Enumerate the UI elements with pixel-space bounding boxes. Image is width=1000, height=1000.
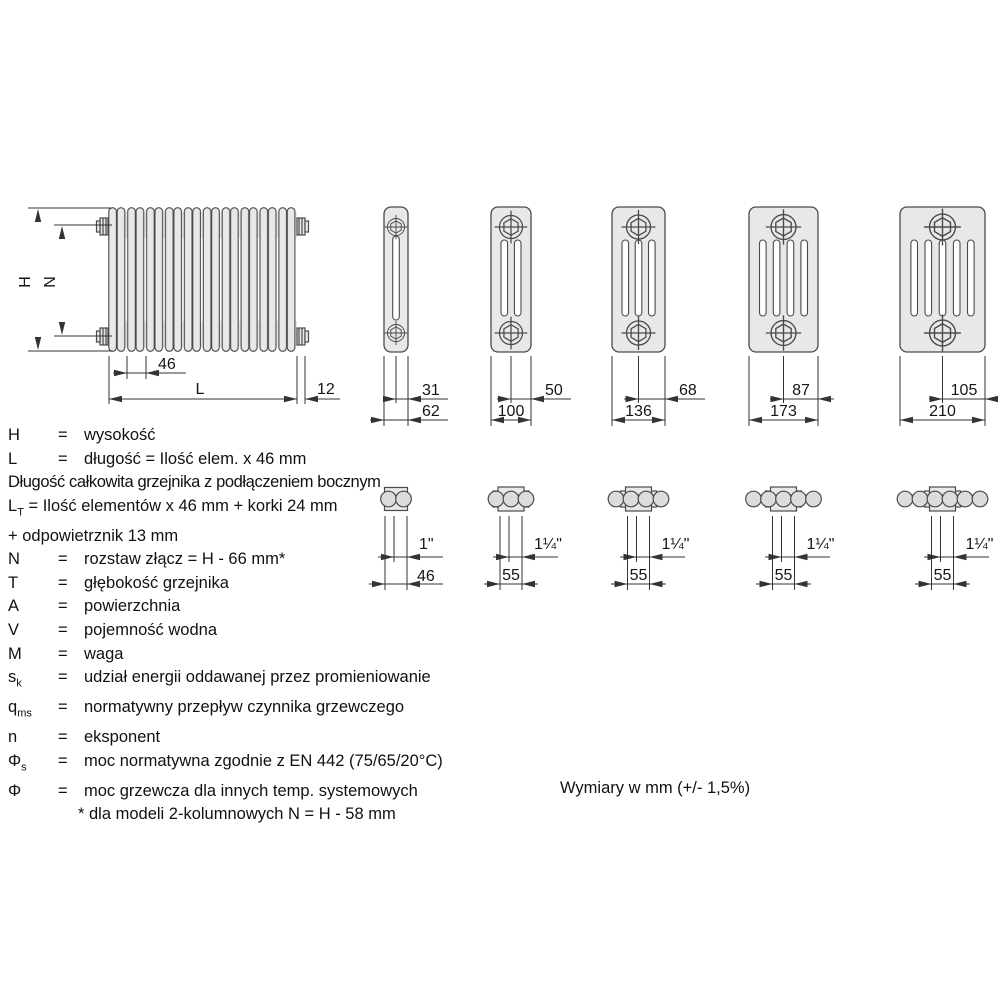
legend-row-sk: $s_k$ = udział energii oddawanej przez promieniowanie (8, 666, 498, 696)
legend-symbol: L (8, 496, 18, 515)
legend-symbol: T (8, 573, 19, 592)
dim-half-depth: 87 (792, 382, 810, 399)
legend-text: długość = Ilość elem. x 46 mm (84, 449, 307, 468)
legend-row-m: M = waga (8, 643, 498, 667)
dim-pitch: 55 (933, 567, 952, 584)
dim-pitch: 55 (502, 567, 520, 584)
legend-row-phi-s: $\Phi_s$ = moc normatywna zgodnie z EN 442 (75/65/20°C) (8, 750, 498, 780)
legend-symbol: $\Phi_s$ (8, 751, 27, 773)
legend-text: powierzchnia (84, 597, 181, 616)
side-view-5-column (749, 207, 834, 426)
dim-label-12: 12 (317, 381, 335, 398)
top-view-5-column (746, 487, 835, 590)
dim-thread: 1¼" (534, 536, 562, 553)
dim-depth: 62 (422, 403, 440, 420)
dim-pitch: 55 (774, 567, 793, 584)
dim-thread: 1¼" (806, 536, 835, 553)
dim-label-N: N (42, 276, 59, 288)
legend-symbol: V (8, 621, 20, 640)
legend-symbol: L (8, 449, 18, 468)
legend-symbol: M (8, 644, 22, 663)
dim-depth: 136 (625, 403, 652, 420)
legend-text: eksponent (84, 728, 161, 747)
legend-text: głębokość grzejnika (84, 573, 229, 592)
dim-label-H: H (17, 276, 34, 288)
legend-text: moc grzewcza dla innych temp. systemowych (84, 781, 418, 800)
legend-row-vent (8, 525, 498, 549)
dim-label-element-46: 46 (158, 356, 176, 373)
dim-thread: 1¼" (965, 536, 994, 553)
dim-pitch: 46 (417, 568, 435, 585)
legend-text: * dla modeli 2-kolumnowych N = H - 58 mm (78, 805, 396, 824)
legend-text: wysokość (84, 426, 156, 444)
side-view-4-column (612, 207, 705, 426)
legend-row-l: L = długość = Ilość elem. x 46 mm (8, 448, 498, 472)
legend-text: udział energii oddawanej przez promieniowanie (84, 668, 431, 687)
dim-depth: 100 (497, 403, 525, 420)
legend-text: pojemność wodna (84, 621, 217, 640)
dim-depth: 173 (770, 403, 797, 420)
side-view-6-column (900, 207, 998, 426)
legend-text: waga (84, 644, 124, 663)
side-view-2-column (370, 207, 448, 426)
symbol-legend (8, 424, 498, 827)
dim-thread: 1" (419, 536, 434, 553)
legend-symbol: Φ (8, 781, 22, 800)
legend-row-n-exp: n = eksponent (8, 726, 498, 750)
dim-half-depth: 105 (950, 382, 978, 399)
legend-text: normatywny przepływ czynnika grzewczego (84, 698, 405, 717)
legend-row-h: H = wysokość (8, 424, 498, 448)
legend-row-lt: $L_T$ = Ilość elementów x 46 mm + korki 24 mm (8, 496, 338, 519)
top-view-6-column (897, 487, 993, 590)
legend-symbol: n (8, 728, 18, 747)
legend-text: = Ilość elementów x 46 mm + korki 24 mm (23, 496, 338, 515)
dim-half-depth: 68 (679, 382, 697, 399)
legend-text: moc normatywna zgodnie z EN 442 (75/65/20°C) (84, 751, 443, 770)
legend-row-footnote-2col (8, 803, 498, 827)
dimensions-tolerance-note: Wymiary w mm (+/- 1,5%) (560, 779, 751, 797)
legend-row-a: A = powierzchnia (8, 595, 498, 619)
length-dimensions (109, 356, 340, 404)
side-view-3-column (491, 207, 571, 426)
legend-symbol: H (8, 426, 20, 444)
legend-symbol: A (8, 597, 20, 616)
legend-row-phi: Φ = moc grzewcza dla innych temp. systemowych (8, 780, 498, 804)
dim-thread: 1¼" (661, 536, 690, 553)
legend-row-qms: $q_{ms}$ = normatywny przepływ czynnika grzewczego (8, 696, 498, 726)
legend-text: Długość całkowita grzejnika z podłączeniem bocznym (8, 473, 381, 492)
dim-label-L: L (195, 381, 205, 398)
dim-half-depth: 50 (545, 382, 563, 399)
dim-pitch: 55 (629, 567, 648, 584)
legend-row-n-spacing: N = rozstaw złącz = H - 66 mm* (8, 548, 498, 572)
legend-text: + odpowietrznik 13 mm (8, 526, 179, 545)
legend-row-t: T = głębokość grzejnika (8, 572, 498, 596)
front-view-radiator (97, 207, 309, 352)
legend-symbol: N (8, 550, 20, 569)
legend-symbol: $q_{ms}$ (8, 698, 32, 720)
dim-depth: 210 (929, 403, 956, 420)
legend-text: rozstaw złącz = H - 66 mm* (84, 550, 286, 569)
dim-half-depth: 31 (422, 382, 440, 399)
top-view-4-column (608, 487, 689, 590)
legend-symbol: $s_k$ (8, 668, 22, 690)
legend-row-total-length-note (8, 471, 498, 495)
legend-row-v: V = pojemność wodna (8, 619, 498, 643)
